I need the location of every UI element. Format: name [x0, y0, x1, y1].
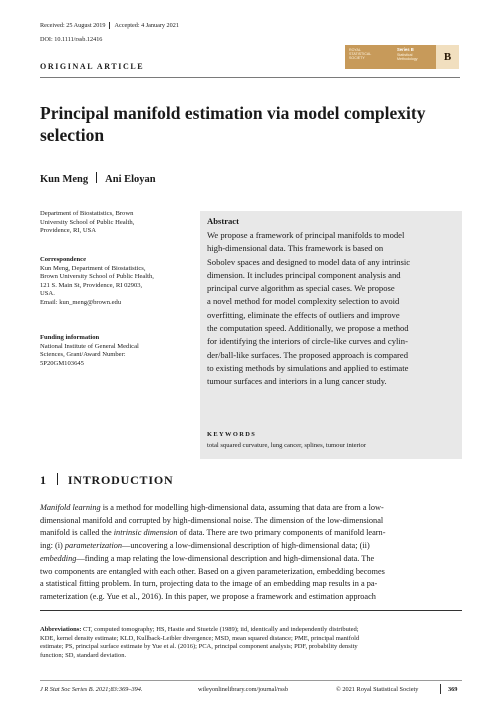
funding-information — [40, 334, 190, 368]
title-line: Principal manifold estimation via model complexity — [40, 103, 426, 123]
body-line: dimensional manifold and corrupted by high-dimensional noise. The dimension of the low-dimensional — [40, 515, 384, 525]
body-line: ing: (i) parameterization—uncovering a low-dimensional description of high-dimensional data; (ii) — [40, 541, 370, 551]
society-name — [349, 48, 372, 61]
abbrev-text: CT, computed tomography; HS, Hastie and Stuetzle (1989); iid, identically and independently distributed; — [83, 626, 359, 633]
keywords-heading: KEYWORDS — [207, 431, 257, 438]
correspondence-line: USA. — [40, 290, 55, 298]
journal-logo — [345, 45, 459, 69]
doi: DOI: 10.1111/rssb.12416 — [40, 36, 103, 43]
funding-line: Sciences, Grant/Award Number: — [40, 351, 126, 359]
page-number: 369 — [448, 686, 458, 693]
abstract-line: the computation speed. Additionally, we propose a method — [207, 323, 409, 334]
footnote-divider — [40, 610, 462, 611]
affiliation — [40, 210, 190, 236]
header-divider — [40, 77, 460, 78]
abstract-line: a novel method for model complexity selection to avoid — [207, 296, 400, 307]
author-name: Ani Eloyan — [105, 174, 156, 185]
correspondence-line: 121 S. Main St, Providence, RI 02903, — [40, 281, 143, 289]
series-line: Statistical — [397, 52, 413, 57]
title-line: selection — [40, 125, 105, 145]
society-line: SOCIETY — [349, 56, 365, 61]
abstract-heading: Abstract — [207, 216, 239, 226]
separator — [57, 473, 58, 485]
abstract-line: tumour surfaces and interiors in a lung cancer study. — [207, 376, 387, 387]
abbrev-line: function; SD, standard deviation. — [40, 651, 127, 659]
body-line: embedding—finding a map relating the low-dimensional description and high-dimensional data. The — [40, 553, 375, 563]
intro-paragraph — [40, 502, 462, 604]
affiliation-line: Department of Biostatistics, Brown — [40, 210, 134, 217]
copyright: © 2021 Royal Statistical Society — [336, 686, 419, 693]
body-line: rameterization (e.g. Yue et al., 2016). In this paper, we propose a framework and estimation approach — [40, 591, 376, 601]
separator — [96, 172, 97, 183]
series-name — [397, 48, 418, 61]
correspondence-email[interactable]: Email: kun_meng@brown.edu — [40, 298, 122, 306]
abstract-line: Sobolev spaces and designed to model data of any intrinsic — [207, 256, 411, 267]
abstract-line: principal curve algorithm as special cases. We propose — [207, 283, 395, 294]
journal-citation: J R Stat Soc Series B. 2021;83:369–394. — [40, 686, 143, 693]
affiliation-line: University School of Public Health, — [40, 218, 135, 226]
section-number: 1 — [40, 473, 47, 487]
series-line: Series B — [397, 47, 414, 52]
abstract-box — [200, 211, 462, 459]
abstract-line: to existing methods by simulations and applied to estimate — [207, 362, 409, 373]
affiliation-line: Providence, RI, USA — [40, 227, 97, 235]
society-line: STATISTICAL — [349, 52, 372, 57]
abstract-text — [207, 229, 451, 389]
correspondence-line: Kun Meng, Department of Biostatistics, — [40, 264, 146, 272]
accepted-date: Accepted: 4 January 2021 — [114, 22, 179, 29]
journal-website-link[interactable]: wileyonlinelibrary.com/journal/rssb — [198, 686, 289, 693]
body-line: manifold is called the intrinsic dimension of data. There are two primary components of manifold learn- — [40, 528, 386, 538]
correspondence — [40, 256, 190, 308]
abstract-line: overfitting, eliminate the effects of outliers and improve — [207, 309, 400, 320]
body-line: two components are entangled with each other. Based on a given parameterization, embedding becomes — [40, 566, 385, 576]
correspondence-line: Brown University School of Public Health, — [40, 273, 154, 281]
received-accepted-line — [40, 22, 179, 30]
body-line: a statistical fitting problem. In turn, projecting data to the image of an embedding map results in a pa- — [40, 579, 378, 589]
footer-divider — [40, 680, 462, 681]
abstract-line: dimension. It includes principal component analysis and — [207, 269, 401, 280]
series-letter: B — [443, 51, 452, 63]
abbrev-line — [40, 626, 462, 635]
separator — [109, 22, 110, 29]
series-line: Methodology — [397, 57, 418, 61]
section-title: INTRODUCTION — [67, 473, 174, 487]
body-line: Manifold learning is a method for modelling high-dimensional data, assuming that data are from a low- — [40, 503, 384, 512]
abstract-line: der/ball-like surfaces. The proposed approach is compared — [207, 349, 409, 360]
abstract-line: for identifying the interiors of circle-like curves and cylin- — [207, 336, 408, 347]
separator — [440, 684, 441, 694]
correspondence-heading: Correspondence — [40, 256, 87, 263]
received-date: Received: 25 August 2019 — [40, 22, 106, 29]
keywords-text: total squared curvature, lung cancer, splines, tumour interior — [207, 442, 367, 449]
abbrev-line: estimate; PS, principal surface estimate by Yue et al. (2016); PCA, principal component analysis; PDF, probability density — [40, 643, 358, 651]
abbrev-line: KDE, kernel density estimate; KLD, Kullback-Leibler divergence; MSD, mean squared distance; PME, principal manifold — [40, 634, 360, 642]
article-title — [40, 102, 470, 146]
funding-line: 5P20GM103645 — [40, 359, 84, 367]
article-type: ORIGINAL ARTICLE — [40, 62, 145, 71]
funding-heading: Funding information — [40, 334, 100, 341]
author-list — [40, 172, 156, 185]
society-line: ROYAL — [349, 48, 361, 52]
author-name: Kun Meng — [40, 174, 89, 185]
abstract-line: We propose a framework of principal manifolds to model — [207, 230, 405, 240]
section-heading — [40, 473, 173, 488]
series-letter-box — [436, 45, 459, 69]
funding-line: National Institute of General Medical — [40, 342, 139, 350]
abbreviations-footnote — [40, 626, 462, 660]
page-footer — [40, 686, 462, 696]
abbrev-label: Abbreviations: — [40, 626, 82, 633]
abstract-line: high-dimensional data. This framework is based on — [207, 243, 384, 254]
